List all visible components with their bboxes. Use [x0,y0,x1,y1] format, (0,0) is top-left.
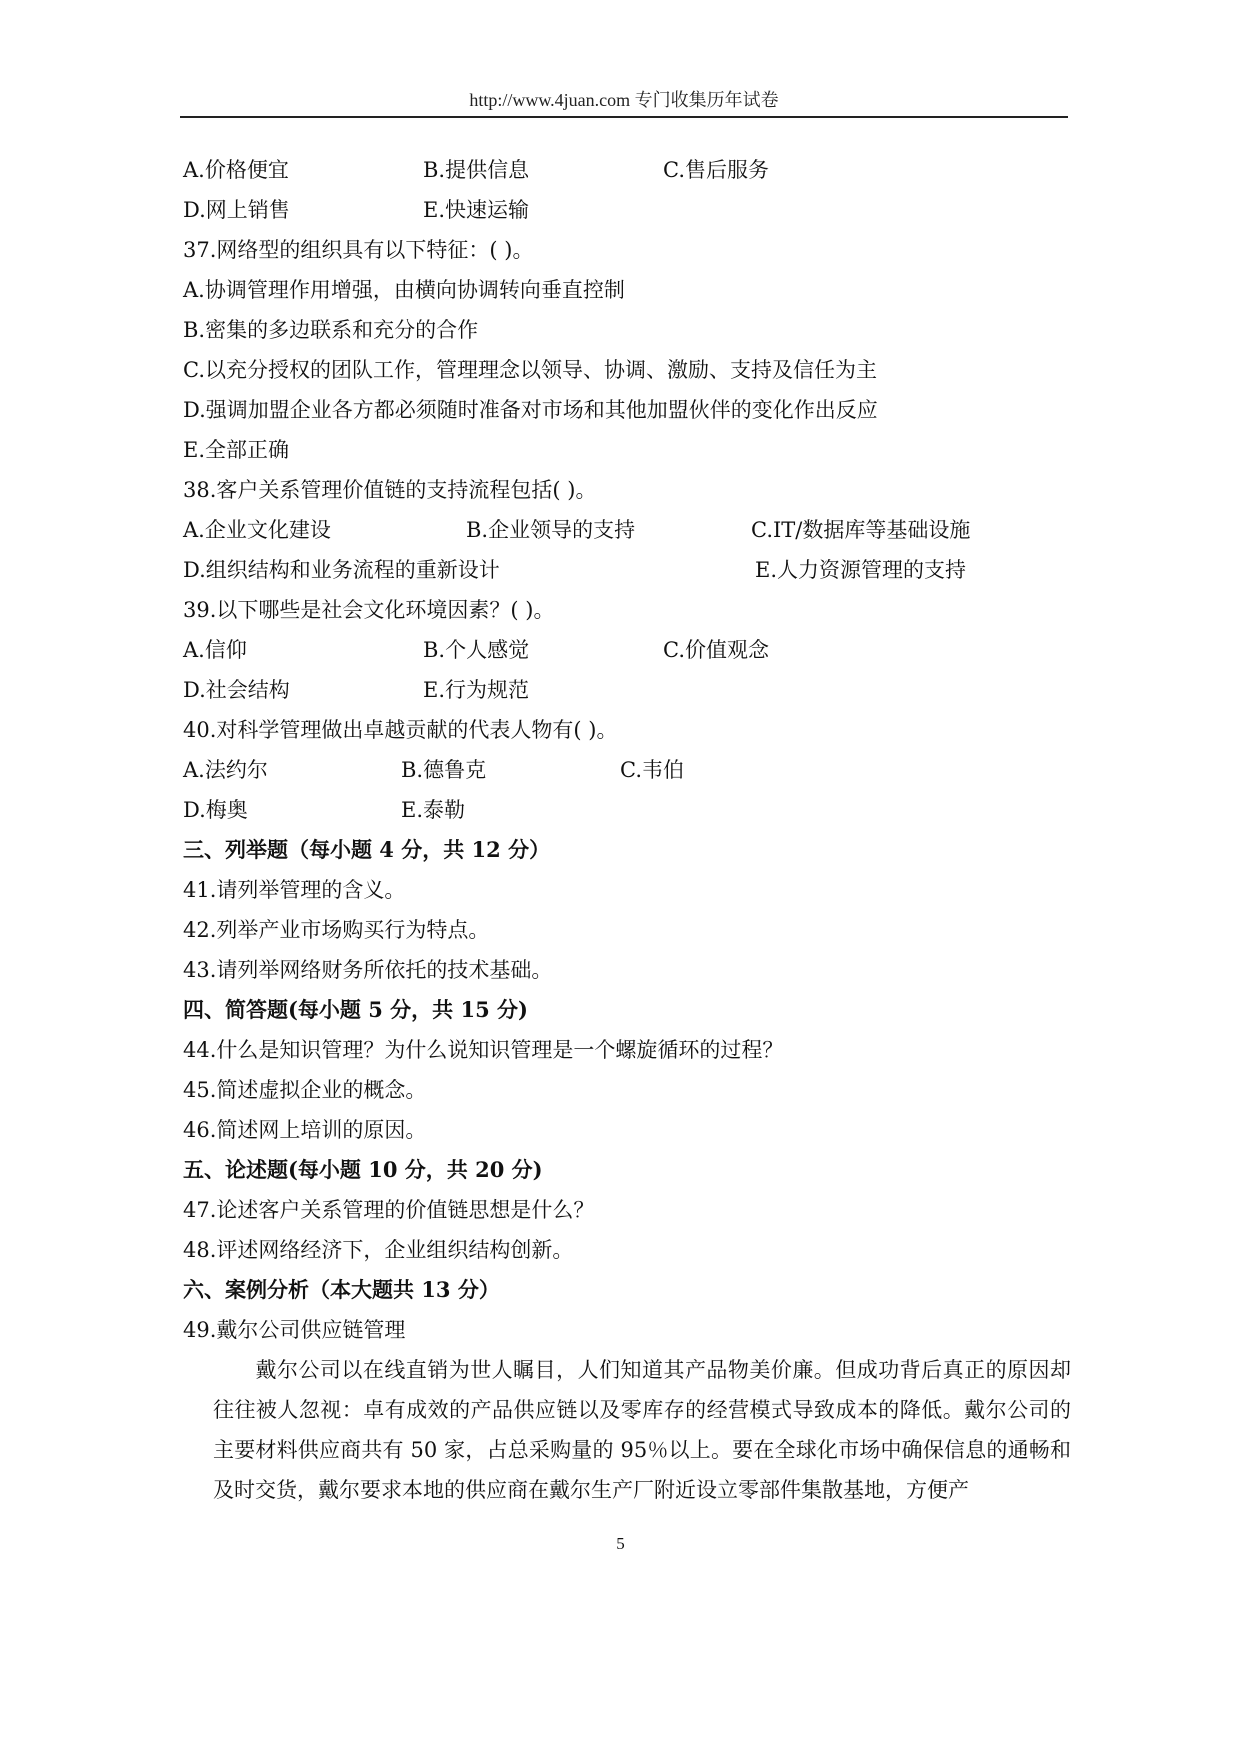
section-5-title: 五、论述题(每小题 10 分，共 20 分) [183,1157,543,1182]
q40-option-a: A.法约尔 [183,758,268,782]
q37-stem: 37.网络型的组织具有以下特征：( )。 [183,238,534,262]
q39-option-d: D.社会结构 [183,678,290,702]
page-number: 5 [616,1534,625,1553]
q36-option-c: C.售后服务 [663,158,769,182]
q38-option-c: C.IT/数据库等基础设施 [751,518,971,542]
q36-option-e: E.快速运输 [423,198,530,222]
q46: 46.简述网上培训的原因。 [183,1118,427,1142]
q37-option-c: C.以充分授权的团队工作，管理理念以领导、协调、激励、支持及信任为主 [183,358,877,382]
case-paragraph-text: 戴尔公司以在线直销为世人瞩目，人们知道其产品物美价廉。但成功背后真正的原因却往往被人忽视：卓有成效的产品供应链以及零库存的经营模式导致成本的降低。戴尔公司的主要材料供应商共有 50 家，占总采购量的 95％以上。要在全球化市场中确保信息的通畅和及时交货，戴尔要求本地的供应商在戴尔生产厂附近设立零部件集散基地，方便产 [213,1358,1071,1502]
q38-option-a: A.企业文化建设 [183,518,331,542]
q40-option-b: B.德鲁克 [401,758,487,782]
q48: 48.评述网络经济下，企业组织结构创新。 [183,1238,574,1262]
q47: 47.论述客户关系管理的价值链思想是什么？ [183,1198,595,1222]
q38-option-d: D.组织结构和业务流程的重新设计 [183,558,500,582]
section-6-title: 六、案例分析（本大题共 13 分） [183,1277,500,1302]
q40-stem: 40.对科学管理做出卓越贡献的代表人物有( )。 [183,718,618,742]
q40-option-d: D.梅奥 [183,798,248,822]
q37-option-a: A.协调管理作用增强，由横向协调转向垂直控制 [183,278,625,302]
q41: 41.请列举管理的含义。 [183,878,406,902]
q49-case-title: 49.戴尔公司供应链管理 [183,1318,406,1342]
q43: 43.请列举网络财务所依托的技术基础。 [183,958,553,982]
q37-option-e: E.全部正确 [183,438,290,462]
q36-option-a: A.价格便宜 [183,158,289,182]
q45: 45.简述虚拟企业的概念。 [183,1078,427,1102]
q39-option-b: B.个人感觉 [423,638,530,662]
q38-option-b: B.企业领导的支持 [466,518,636,542]
q40-option-c: C.韦伯 [620,758,684,782]
q44: 44.什么是知识管理？为什么说知识管理是一个螺旋循环的过程？ [183,1038,784,1062]
q38-option-e: E.人力资源管理的支持 [755,558,967,582]
q39-option-e: E.行为规范 [423,678,530,702]
q39-option-a: A.信仰 [183,638,247,662]
q36-option-b: B.提供信息 [423,158,530,182]
section-4-title: 四、简答题(每小题 5 分，共 15 分) [183,997,528,1022]
case-paragraph [213,1350,1071,1510]
q40-option-e: E.泰勒 [401,798,466,822]
q37-option-b: B.密集的多边联系和充分的合作 [183,318,479,342]
q39-stem: 39.以下哪些是社会文化环境因素？( )。 [183,598,555,622]
header-rule [180,116,1068,118]
q42: 42.列举产业市场购买行为特点。 [183,918,490,942]
q38-stem: 38.客户关系管理价值链的支持流程包括( )。 [183,478,597,502]
q39-option-c: C.价值观念 [663,638,769,662]
q37-option-d: D.强调加盟企业各方都必须随时准备对市场和其他加盟伙伴的变化作出反应 [183,398,878,422]
q36-option-d: D.网上销售 [183,198,290,222]
page-header-url: http://www.4juan.com 专门收集历年试卷 [469,90,779,110]
section-3-title: 三、列举题（每小题 4 分，共 12 分） [183,837,551,862]
